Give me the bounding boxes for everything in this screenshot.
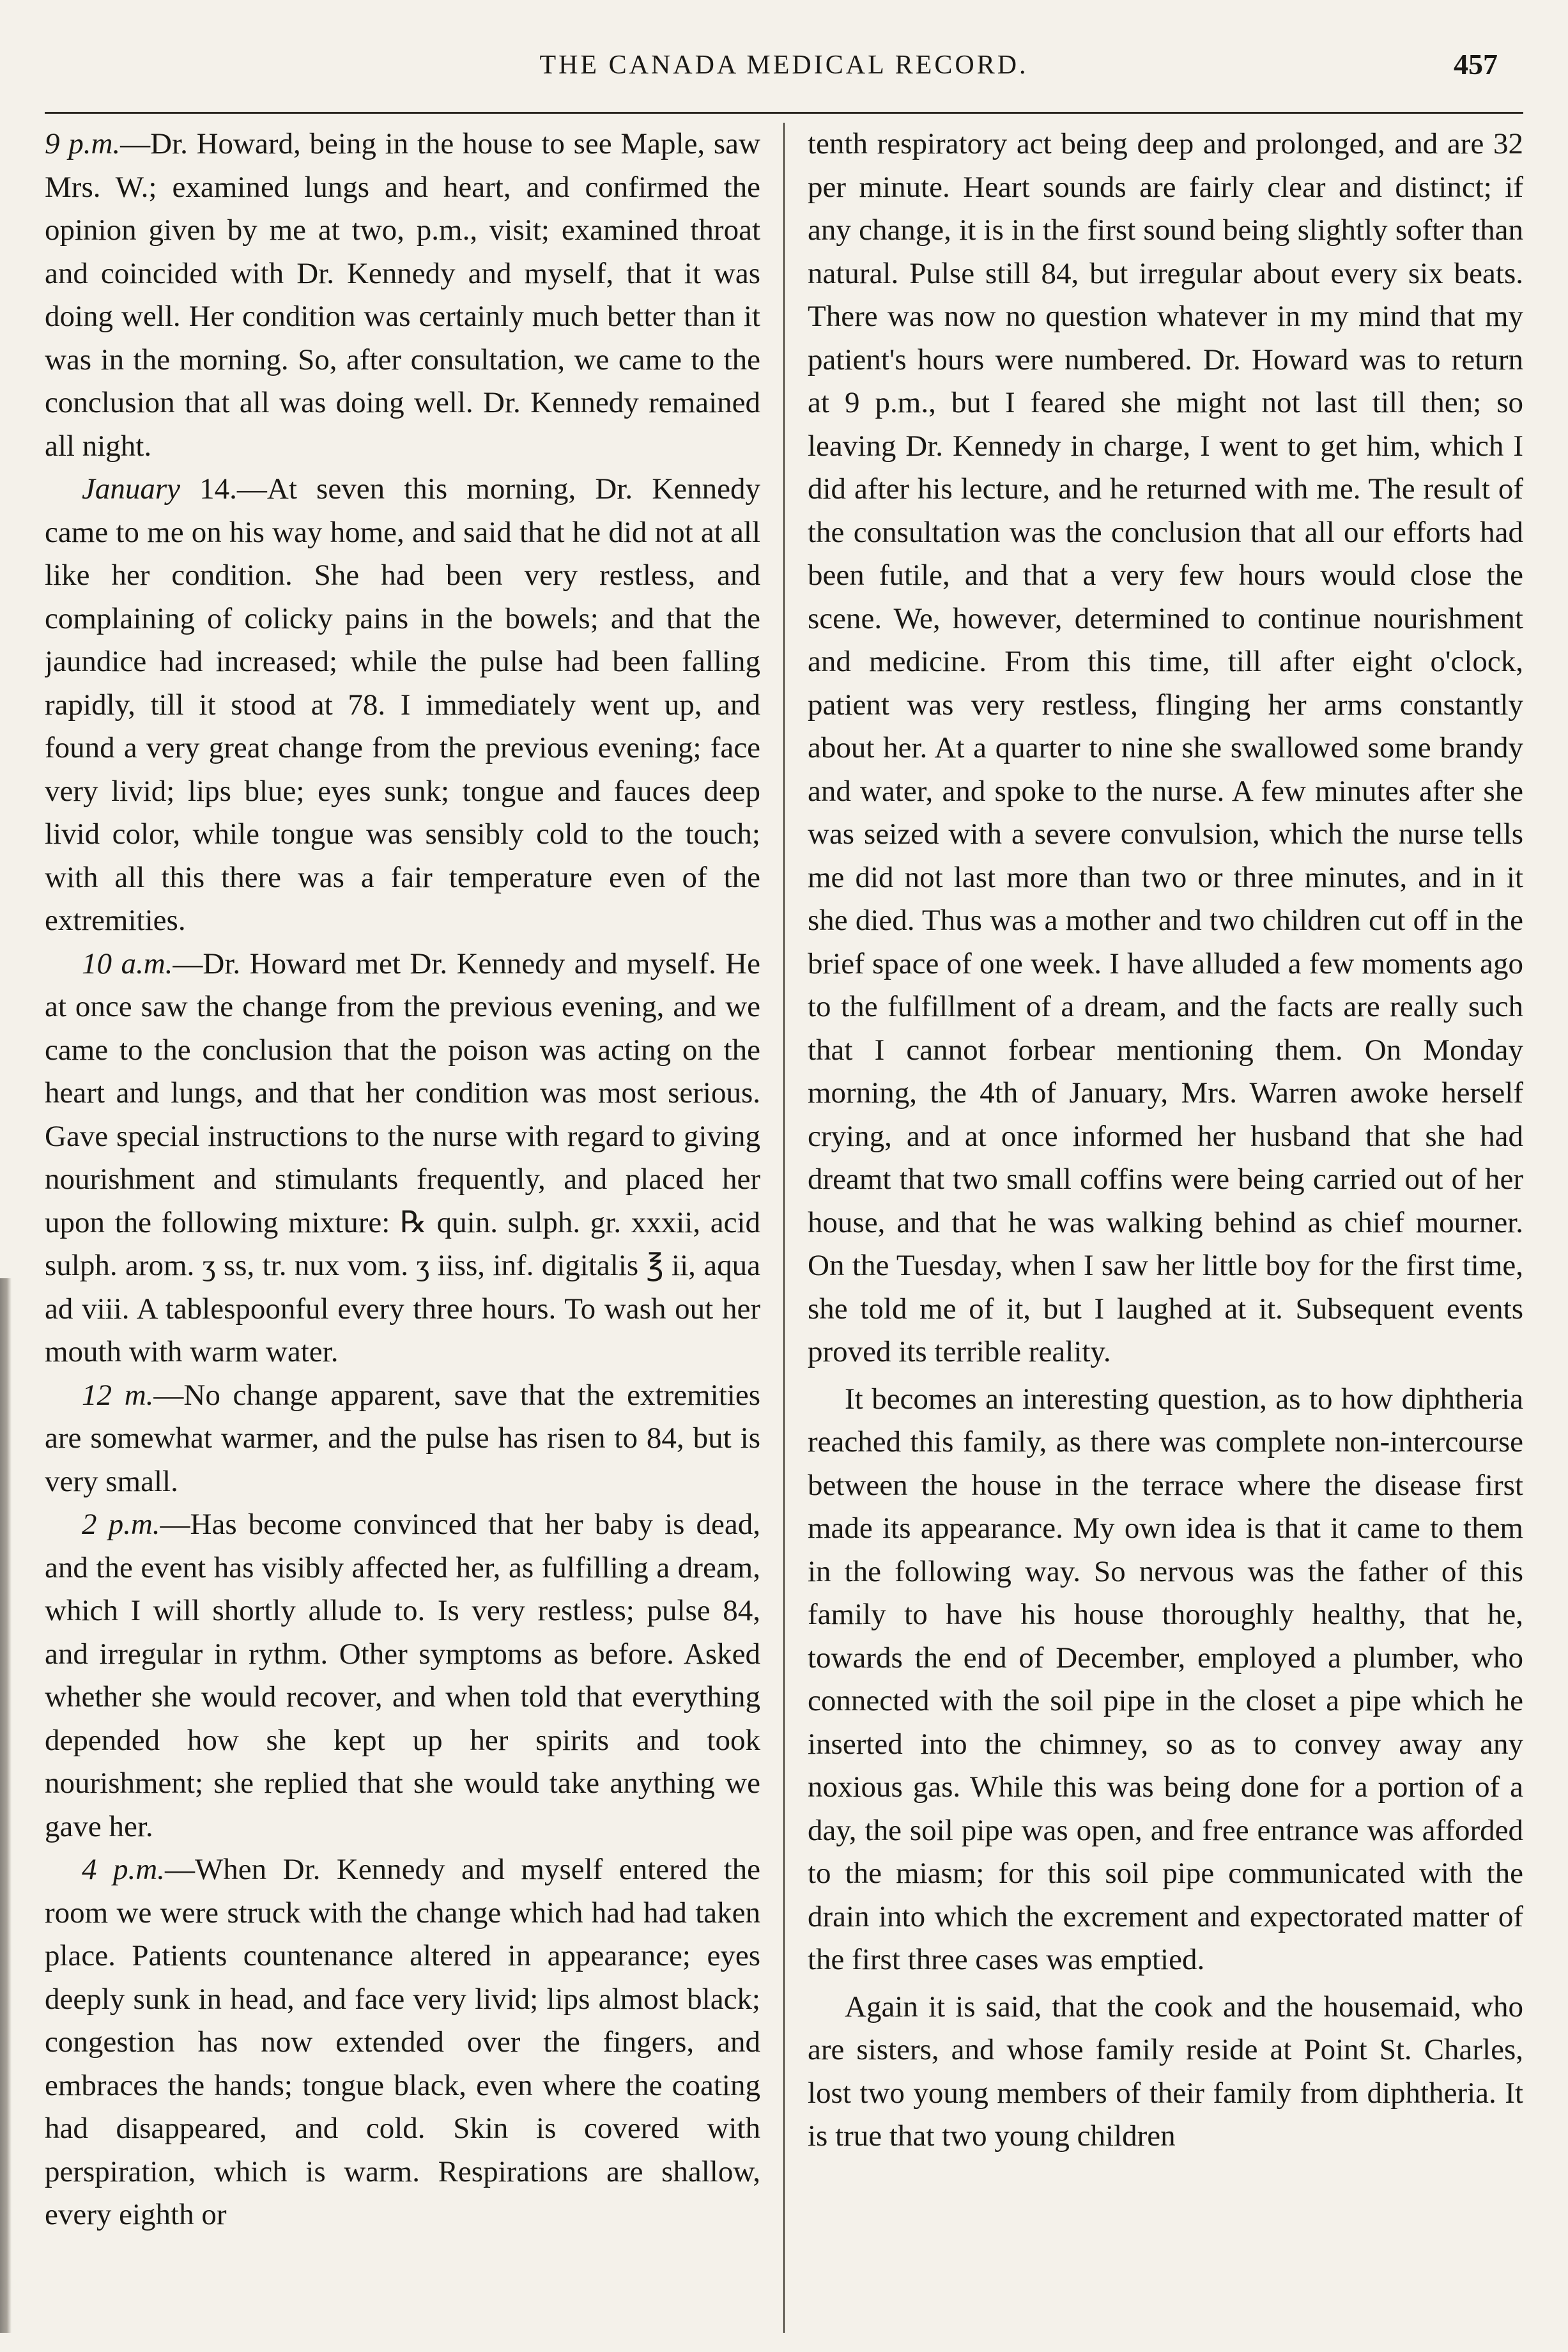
paragraph: Again it is said, that the cook and the housemaid, who are sisters, and whose family reside at Point St. Charles, lost two young members of their family from diphtheria. It is true that two young children [808, 1990, 1523, 2153]
running-header [45, 45, 1523, 102]
entry-date: January [82, 472, 181, 506]
paragraph [45, 1503, 760, 1848]
paragraph [45, 468, 760, 943]
right-column [808, 123, 1523, 2333]
entry-time: 10 a.m. [82, 947, 173, 980]
entry-time: 12 m. [82, 1378, 154, 1412]
paragraph-text: —Dr. Howard, being in the house to see Maple, saw Mrs. W.; examined lungs and heart, and confirmed the opinion given by me at two, p.m., visit; examined throat and coincided with Dr. Kennedy and myself, that it was doing well. Her condition was certainly much better than it was in the morning. So, after consultation, we came to the conclusion that all was doing well. Dr. Kennedy remained all night. [45, 127, 760, 463]
column-divider [783, 123, 785, 2333]
paragraph [45, 1374, 760, 1504]
running-title: THE CANADA MEDICAL RECORD. [539, 50, 1029, 80]
paragraph-text: 14.—At seven this morning, Dr. Kennedy came to me on his way home, and said that he did not at all like her condition. She had been very restless, and complaining of colicky pains in the bowels; and that the jaundice had increased; while the pulse had been falling rapidly, till it stood at 78. I immediately went up, and found a very great change from the previous evening; face very livid; lips blue; eyes sunk; tongue and fauces deep livid color, while tongue was sensibly cold to the touch; with all this there was a fair temperature even of the extremities. [45, 472, 760, 937]
paragraph-text: —Has become convinced that her baby is dead, and the event has visibly affected her, as fulfilling a dream, which I will shortly allude to. Is very restless; pulse 84, and irregular in rythm. Other symptoms as before. Asked whether she would recover, and when told that everything depended how she kept up her spirits and took nourishment; she replied that she would take anything we gave her. [45, 1508, 760, 1843]
header-rule [45, 112, 1523, 114]
paragraph-text: —No change apparent, save that the extremities are somewhat warmer, and the pulse has risen to 84, but is very small. [45, 1378, 760, 1498]
page-number: 457 [1454, 48, 1498, 81]
entry-time: 9 p.m. [45, 127, 121, 160]
article-body [45, 123, 1523, 2333]
entry-time: 4 p.m. [82, 1853, 165, 1886]
paragraph [45, 123, 760, 468]
paragraph-text: —Dr. Howard met Dr. Kennedy and myself. He at once saw the change from the previous evening, and we came to the conclusion that the poison was acting on the heart and lungs, and that her condition was most serious. Gave special instructions to the nurse with regard to giving nourishment and stimulants frequently, and placed her upon the following mixture: ℞ quin. sulph. gr. xxxii, acid sulph. arom. ʒ ss, tr. nux vom. ʒ iiss, inf. digitalis ℥ ii, aqua ad viii. A tablespoonful every three hours. To wash out her mouth with warm water. [45, 947, 760, 1368]
paragraph [45, 1848, 760, 2237]
paragraph: It becomes an interesting question, as to how diphtheria reached this family, as there was complete non-intercourse between the house in the terrace where the disease first made its appearance. My own idea is that it came to them in the following way. So nervous was the father of this family to have his house thoroughly healthy, that he, towards the end of December, employed a plumber, who connected with the soil pipe in the closet a pipe which he inserted into the chimney, so as to convey away any noxious gas. While this was being done for a portion of a day, the soil pipe was open, and free entrance was afforded to the miasm; for this soil pipe communicated with the drain into which the excrement and expectorated matter of the first three cases was emptied. [808, 1382, 1523, 1976]
left-column [45, 123, 760, 2333]
paragraph [45, 943, 760, 1374]
binding-shadow [0, 1278, 12, 2333]
paragraph-text: —When Dr. Kennedy and myself entered the room we were struck with the change which had had taken place. Patients countenance altered in appearance; eyes deeply sunk in head, and face very livid; lips almost black; congestion has now extended over the fingers, and embraces the hands; tongue black, even where the coating had disappeared, and cold. Skin is covered with perspiration, which is warm. Respirations are shallow, every eighth or [45, 1853, 760, 2231]
entry-time: 2 p.m. [82, 1508, 160, 1541]
paragraph: tenth respiratory act being deep and prolonged, and are 32 per minute. Heart sounds are fairly clear and distinct; if any change, it is in the first sound being slightly softer than natural. Pulse still 84, but irregular about every six beats. There was now no question whatever in my mind that my patient's hours were numbered. Dr. Howard was to return at 9 p.m., but I feared she might not last till then; so leaving Dr. Kennedy in charge, I went to get him, which I did after his lecture, and he returned with me. The result of the consultation was the conclusion that all our efforts had been futile, and that a very few hours would close the scene. We, however, determined to continue nourishment and medicine. From this time, till after eight o'clock, patient was very restless, flinging her arms constantly about her. At a quarter to nine she swallowed some brandy and water, and spoke to the nurse. A few minutes after she was seized with a severe convulsion, which the nurse tells me did not last more than two or three minutes, and in it she died. Thus was a mother and two children cut off in the brief space of one week. I have alluded a few moments ago to the fulfillment of a dream, and the facts are really such that I cannot forbear mentioning them. On Monday morning, the 4th of January, Mrs. Warren awoke herself crying, and at once informed her husband that she had dreamt that two small coffins were being carried out of her house, and that he was walking behind as chief mourner. On the Tuesday, when I saw her little boy for the first time, she told me of it, but I laughed at it. Subsequent events proved its terrible reality. [808, 127, 1523, 1368]
